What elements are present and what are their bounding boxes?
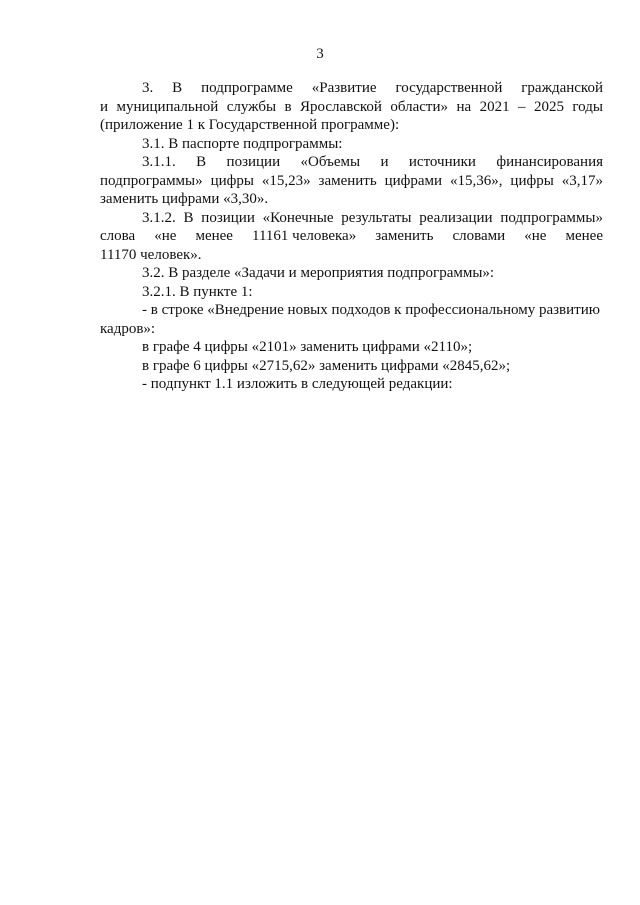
line-text: (приложение 1 к Государственной программе): <box>100 117 400 133</box>
word: гражданской <box>521 80 603 96</box>
justified-line <box>100 172 603 191</box>
word: В <box>196 154 207 170</box>
word: 11161 человека» <box>252 228 357 244</box>
word: Ярославской <box>300 98 382 115</box>
word: В <box>172 80 183 96</box>
word: – <box>518 98 526 115</box>
word: словами <box>452 228 506 244</box>
justified-line <box>142 153 603 172</box>
text-line <box>100 227 603 246</box>
text-line <box>100 320 603 339</box>
word: «Объемы <box>300 154 361 170</box>
word: источники <box>408 154 476 170</box>
paragraph <box>100 135 603 154</box>
word: «не <box>524 228 547 244</box>
document-body <box>100 79 603 394</box>
text-line <box>100 301 603 320</box>
word: позиции <box>226 154 281 170</box>
text-line <box>100 264 603 283</box>
text-line <box>100 246 603 265</box>
word: 3.1.1. <box>142 154 176 170</box>
paragraph <box>100 209 603 265</box>
paragraph <box>100 338 603 357</box>
word: результаты <box>341 209 412 226</box>
line-text: 11170 человек». <box>100 246 202 263</box>
paragraph <box>100 283 603 302</box>
word: менее <box>195 228 233 244</box>
word: «3,17» <box>561 172 603 189</box>
word: подпрограммы» <box>500 209 603 226</box>
word: финансирования <box>496 154 603 170</box>
word: слова <box>100 228 136 244</box>
line-text: 3.1. В паспорте подпрограммы: <box>142 135 343 152</box>
word: 2025 <box>533 98 564 115</box>
justified-line <box>142 79 603 98</box>
paragraph <box>100 264 603 283</box>
line-text: 3.2.1. В пункте 1: <box>142 283 253 300</box>
word: подпрограммы» <box>100 172 203 189</box>
text-line <box>100 172 603 191</box>
justified-line <box>100 98 603 117</box>
paragraph <box>100 357 603 376</box>
text-line <box>100 116 603 135</box>
paragraph <box>100 153 603 209</box>
line-text: - в строке «Внедрение новых подходов к профессиональному развитию <box>142 302 600 318</box>
line-text: заменить цифрами «3,30». <box>100 191 269 207</box>
line-text: в графе 6 цифры «2715,62» заменить цифрами «2845,62»; <box>142 357 511 374</box>
line-text: в графе 4 цифры «2101» заменить цифрами «2110»; <box>142 339 473 355</box>
word: цифры <box>210 172 254 189</box>
word: в <box>284 98 292 115</box>
text-line <box>100 79 603 98</box>
word: «15,23» <box>261 172 311 189</box>
word: годы <box>572 98 603 115</box>
word: и <box>100 98 109 115</box>
word: 3.1.2. <box>142 209 176 226</box>
word: цифрами <box>384 172 443 189</box>
text-line <box>100 338 603 357</box>
line-text: кадров»: <box>100 320 156 337</box>
paragraph <box>100 301 603 338</box>
word: службы <box>226 98 277 115</box>
line-text: - подпункт 1.1 изложить в следующей редакции: <box>142 376 453 392</box>
text-line <box>100 153 603 172</box>
word: и <box>380 154 389 170</box>
word: реализации <box>419 209 493 226</box>
word: государственной <box>395 80 503 96</box>
word: цифры <box>510 172 554 189</box>
text-line <box>100 190 603 209</box>
paragraph <box>100 79 603 135</box>
page-number: 3 <box>316 46 324 62</box>
word: «15,36», <box>450 172 503 189</box>
word: «Конечные <box>262 209 334 226</box>
word: подпрограмме <box>201 80 293 96</box>
paragraph <box>100 375 603 394</box>
text-line <box>100 135 603 154</box>
justified-line <box>142 209 603 228</box>
word: муниципальной <box>116 98 219 115</box>
justified-line <box>100 227 603 246</box>
word: менее <box>565 228 603 244</box>
word: В <box>183 209 194 226</box>
word: «не <box>154 228 177 244</box>
word: 2021 <box>479 98 510 115</box>
word: позиции <box>201 209 255 226</box>
text-line <box>100 357 603 376</box>
text-line <box>100 98 603 117</box>
word: области» <box>390 98 448 115</box>
text-line <box>100 283 603 302</box>
word: на <box>456 98 472 115</box>
word: «Развитие <box>311 80 377 96</box>
word: заменить <box>318 172 377 189</box>
text-line <box>100 209 603 228</box>
text-line <box>100 375 603 394</box>
line-text: 3.2. В разделе «Задачи и мероприятия подпрограммы»: <box>142 265 495 281</box>
word: 3. <box>142 80 154 96</box>
word: заменить <box>375 228 434 244</box>
